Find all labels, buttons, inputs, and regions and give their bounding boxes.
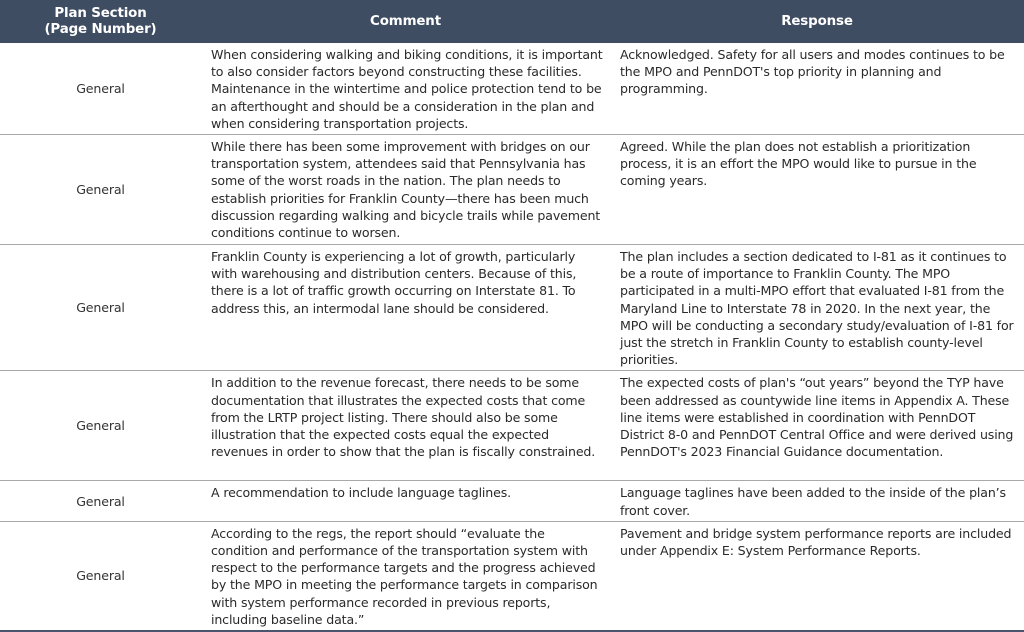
table-row xyxy=(0,43,1024,135)
cell-section: General xyxy=(0,135,201,245)
cell-section: General xyxy=(0,371,201,481)
cell-comment: According to the regs, the report should “evaluate the condition and performance of the transportation system with respect to the performance targets and the progress achieved by the MPO in meeting the performance targets in comparison with system performance recorded in previous reports, including baseline data.” xyxy=(201,521,610,631)
table-row xyxy=(0,481,1024,521)
cell-comment: In addition to the revenue forecast, there needs to be some documentation that illustrates the expected costs that come from the LRTP project listing. There should also be some illustration that the expected costs equal the expected revenues in order to show that the plan is fiscally constrained. xyxy=(201,371,610,481)
cell-response: Pavement and bridge system performance reports are included under Appendix E: System Performance Reports. xyxy=(610,521,1024,631)
table-row xyxy=(0,521,1024,631)
cell-response: The expected costs of plan's “out years” beyond the TYP have been addressed as countywide line items in Appendix A. These line items were established in coordination with PennDOT District 8-0 and PennDOT Central Office and were derived using PennDOT's 2023 Financial Guidance documentation. xyxy=(610,371,1024,481)
cell-response: Agreed. While the plan does not establish a prioritization process, it is an effort the MPO would like to pursue in the coming years. xyxy=(610,135,1024,245)
header-plan-section-line2: (Page Number) xyxy=(44,21,157,37)
cell-response: Acknowledged. Safety for all users and modes continues to be the MPO and PennDOT's top priority in planning and programming. xyxy=(610,43,1024,135)
cell-comment: While there has been some improvement with bridges on our transportation system, attendees said that Pennsylvania has some of the worst roads in the nation. The plan needs to establish priorities for Franklin County—there has been much discussion regarding walking and bicycle trails while pavement conditions continue to worsen. xyxy=(201,135,610,245)
table-row xyxy=(0,135,1024,245)
table-header xyxy=(0,0,1024,43)
cell-section: General xyxy=(0,43,201,135)
table-row xyxy=(0,245,1024,371)
header-comment: Comment xyxy=(370,13,441,29)
cell-section: General xyxy=(0,521,201,631)
cell-comment: When considering walking and biking conditions, it is important to also consider factors beyond constructing these facilities. Maintenance in the wintertime and police protection tend to be an afterthought and should be a consideration in the plan and when considering transportation projects. xyxy=(201,43,610,135)
cell-section: General xyxy=(0,481,201,521)
table-row xyxy=(0,371,1024,481)
header-plan-section xyxy=(0,0,201,43)
cell-comment: A recommendation to include language taglines. xyxy=(201,481,610,521)
cell-comment: Franklin County is experiencing a lot of growth, particularly with warehousing and distribution centers. Because of this, there is a lot of traffic growth occurring on Interstate 81. To address this, an intermodal lane should be considered. xyxy=(201,245,610,371)
cell-response: Language taglines have been added to the inside of the plan’s front cover. xyxy=(610,481,1024,521)
cell-section: General xyxy=(0,245,201,371)
header-plan-section-line1: Plan Section xyxy=(54,5,147,21)
header-response: Response xyxy=(781,13,853,29)
cell-response: The plan includes a section dedicated to I-81 as it continues to be a route of importance to Franklin County. The MPO participated in a multi-MPO effort that evaluated I-81 from the Maryland Line to Interstate 78 in 2020. In the next year, the MPO will be conducting a secondary study/evaluation of I-81 for just the stretch in Franklin County to establish county-level priorities. xyxy=(610,245,1024,371)
